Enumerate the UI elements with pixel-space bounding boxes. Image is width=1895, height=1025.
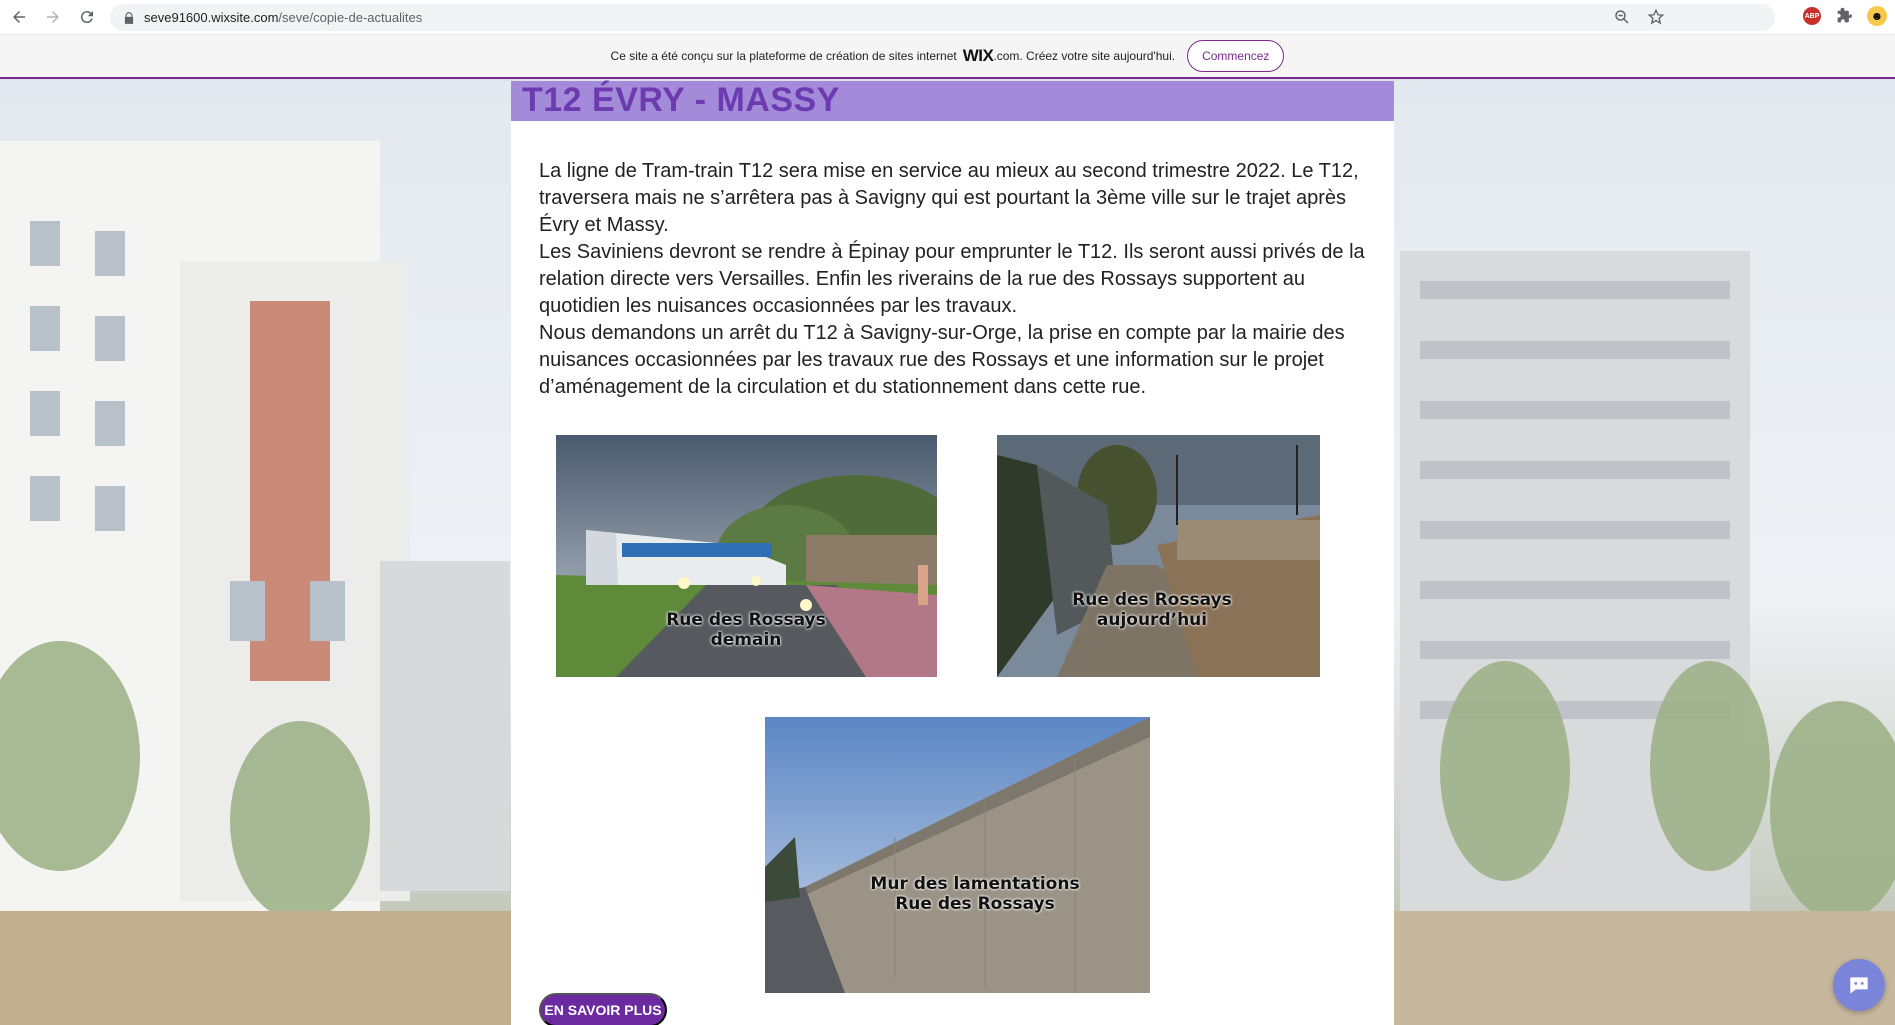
photo-caption — [1052, 590, 1252, 630]
browser-toolbar — [0, 0, 1895, 35]
paragraph: La ligne de Tram-train T12 sera mise en service au mieux au second trimestre 2022. Le T12, traversera mais ne s’arrêtera pas à Savigny qui est pourtant la 3ème ville sur le trajet après Évry et Massy. — [539, 160, 1359, 236]
caption-line: aujourd’hui — [1096, 610, 1208, 630]
wix-banner-text-2: .com. Créez votre site aujourd'hui. — [993, 49, 1176, 63]
reload-icon — [78, 8, 96, 26]
star-icon[interactable] — [1647, 8, 1665, 26]
wix-banner-text: Ce site a été conçu sur la plateforme de création de sites internet — [610, 49, 957, 63]
chat-icon — [1846, 972, 1872, 998]
paragraph: Les Saviniens devront se rendre à Épinay pour emprunter le T12. Ils seront aussi privés de la relation directe vers Versailles. Enfin les riverains de la rue des Rossays supportent au quotidien les nuisances occasionnées par les travaux. — [539, 241, 1365, 317]
content-panel — [511, 81, 1394, 1025]
start-button[interactable]: Commencez — [1187, 40, 1284, 72]
chat-button[interactable] — [1833, 959, 1885, 1011]
caption-line: Rue des Rossays — [1072, 590, 1232, 610]
learn-more-button[interactable]: EN SAVOIR PLUS — [539, 993, 667, 1025]
extensions-icon[interactable] — [1835, 7, 1853, 25]
back-icon — [10, 8, 28, 26]
paragraph: Nous demandons un arrêt du T12 à Savigny-sur-Orge, la prise en compte par la mairie des nuisances occasionnées par les travaux rue des Rossays et une information sur le projet d’aménagement de la circulation et du stationnement dans cette rue. — [539, 322, 1345, 398]
street-works-image — [997, 435, 1320, 677]
page-title: T12 ÉVRY - MASSY — [522, 81, 840, 119]
photo-rue-des-rossays-demain — [556, 435, 937, 677]
wix-logo: WIX — [962, 46, 994, 65]
address-bar[interactable] — [110, 4, 1775, 31]
caption-line: Mur des lamentations — [870, 874, 1080, 894]
zoom-icon[interactable] — [1613, 8, 1631, 26]
article-body — [539, 158, 1379, 401]
photo-mur-des-lamentations — [765, 717, 1150, 993]
forward-icon — [44, 8, 62, 26]
url-path: /seve/copie-de-actualites — [278, 10, 423, 25]
profile-icon[interactable]: ☻ — [1867, 6, 1887, 26]
adblock-icon[interactable]: ABP — [1803, 7, 1821, 25]
concrete-wall-image — [765, 717, 1150, 993]
photo-caption — [860, 874, 1090, 914]
back-button[interactable] — [4, 2, 34, 32]
caption-line: Rue des Rossays — [666, 610, 826, 630]
caption-line: Rue des Rossays — [895, 894, 1055, 914]
caption-line: demain — [710, 630, 782, 650]
reload-button[interactable] — [72, 2, 102, 32]
wix-ad-banner — [0, 35, 1895, 79]
forward-button[interactable] — [38, 2, 68, 32]
photo-rue-des-rossays-aujourdhui — [997, 435, 1320, 677]
url-host: seve91600.wixsite.com — [144, 10, 279, 25]
lock-icon — [122, 11, 136, 25]
photo-caption — [651, 610, 841, 650]
url-text — [144, 10, 422, 25]
